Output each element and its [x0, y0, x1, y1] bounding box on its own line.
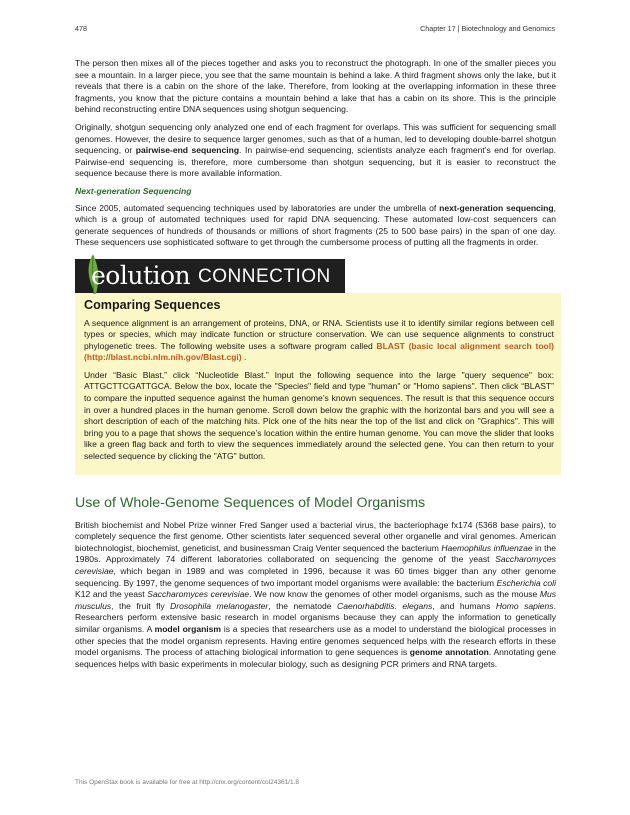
box-paragraph-2: Under “Basic Blast,” click “Nucleotide Blast.” Input the following sequence into the large "query sequence" box: ATTGCTTCGATTGCA. Below the box, locate the "Species" field and type "human" or "Homo sapiens". Then click “BLAST” to compare the inputted sequence against the human genome’s known sequences. The result is that this sequence occurs in over a hundred places in the human genome. Scroll down below the graphic with the horizontal bars and you will see a short description of each of the matching hits. Pick one of the hits near the top of the list and click on "Graphics". This will bring you to a page that shows the sequence’s location within the entire human genome. You can move the slider that looks like a green flag back and forth to view the sequences immediately around the selected gene. You can then return to your selected sequence by clicking the "ATG" button. [84, 369, 554, 462]
species-name: Escherichia coli [496, 577, 556, 588]
species-name: Drosophila melanogaster [170, 600, 269, 611]
page-number: 478 [75, 24, 87, 33]
banner-evolution-word [91, 260, 190, 292]
text-run: . Annotating gene sequences helps with basic experiments in molecular biology, such as designing PCR primers and RNA targets. [75, 647, 556, 669]
chapter-title: Chapter 17 | Biotechnology and Genomics [420, 24, 555, 33]
page-footer: This OpenStax book is available for free at http://cnx.org/content/col24361/1.8 [75, 779, 300, 786]
ngs-paragraph [75, 203, 556, 249]
page-content [75, 58, 556, 676]
species-name: Caenorhabditis. elegans [337, 600, 433, 611]
text-run: K12 and the yeast [75, 589, 148, 600]
evolution-connection-banner [75, 259, 345, 293]
text-run: . In pairwise-end sequencing, scientists analyze each fragment’s end for overlap. Pairwise-end sequencing is, therefore, more cumbersome than shotgun sequencing, but it is easier to reconstruct the sequence because there is more available information. [75, 145, 556, 179]
text-run: , which began in 1989 and was completed in 1996, because it was 60 times bigger than any other genome sequencing. By 1997, the genome sequences of two important model organisms were available: the bacterium [75, 566, 556, 588]
text-run: is a species that researchers use as a model to understand the biological processes in other species that the model organism represents. Having entire genomes sequenced helps with the research efforts in these model organisms. The process of attaching biological information to gene sequences is [75, 623, 557, 658]
text-run: . Researchers perform extensive basic research in model organisms because they can apply the information to genetically similar organisms. A [75, 600, 556, 634]
text-run: , and humans [432, 600, 496, 611]
model-organisms-paragraph [75, 520, 556, 671]
text-run: British biochemist and Nobel Prize winner Fred Sanger used a bacterial virus, the bacteriophage fx174 (5368 base pairs), to completely sequence the first genome. Other scientists later sequenced several other organelle and viral genomes. American biotechnologist, biochemist, geneticist, and businessman Craig Venter sequenced the bacterium [75, 519, 556, 553]
text-run: . [241, 352, 247, 363]
text-run: . We now know the genomes of other model organisms, such as the mouse [249, 589, 540, 600]
page-header [75, 24, 555, 36]
banner-connection-word: CONNECTION [198, 265, 331, 287]
species-name: Homo sapiens [495, 600, 554, 611]
key-term-genome-annotation: genome annotation [409, 647, 489, 658]
key-term-pairwise-end-sequencing: pairwise-end sequencing [135, 145, 240, 156]
species-name: Haemophilus influenzae [441, 542, 533, 553]
text-run: Since 2005, automated sequencing techniques used by laboratories are under the umbrella of [75, 202, 440, 213]
text-run: Originally, shotgun sequencing only analyzed one end of each fragment for overlaps. This was sufficient for sequencing small genomes. However, the desire to sequence larger genomes, such as that of a human, led to developing double-barrel shotgun sequencing, or [75, 121, 556, 156]
banner-e: e [91, 260, 106, 290]
species-name: Saccharomyces cerevisiae [75, 554, 556, 576]
evolution-connection-box [75, 293, 561, 475]
key-term-model-organism: model organism [154, 623, 222, 634]
species-name: Mus musculus [75, 589, 557, 611]
text-run: A sequence alignment is an arrangement of proteins, DNA, or RNA. Scientists use it to identify similar regions between cell types or species, which may indicate function or structure conservation. We can use sequence alignments to construct phylogenetic trees. The following website uses a software program called [84, 317, 554, 351]
text-run: , the fruit fly [111, 600, 171, 611]
intro-paragraph-1: The person then mixes all of the pieces together and asks you to reconstruct the photograph. In one of the smaller pieces you see a mountain. In a larger piece, you see that the same mountain is behind a lake. A third fragment shows only the lake, but it reveals that there is a cabin on the shore of the lake. Therefore, from looking at the overlapping information in these three fragments, you know that the picture contains a mountain behind a lake that has a cabin on its shore. This is the principle behind reconstructing entire DNA sequences using shotgun sequencing. [75, 58, 556, 115]
box-paragraph-1 [84, 318, 554, 364]
blast-link[interactable]: BLAST (basic local alignment search tool) (http://blast.ncbi.nlm.nih.gov/Blast.cgi) [84, 340, 554, 363]
banner-olution: olution [105, 260, 191, 290]
text-run: in the 1980s. Approximately 74 different laboratories collaborated on sequencing the genome of the yeast [75, 542, 556, 565]
section-heading-model-organisms: Use of Whole-Genome Sequences of Model Organisms [75, 494, 426, 511]
box-title: Comparing Sequences [84, 297, 221, 312]
intro-paragraph-2 [75, 122, 556, 180]
text-run: , the nematode [268, 600, 338, 611]
key-term-next-generation-sequencing: next-generation sequencing [439, 202, 554, 213]
species-name: Saccharomyces cerevisiae [147, 589, 250, 600]
text-run: , which is a group of automated techniques used for rapid DNA sequencing. These automated low-cost sequencers can generate sequences of hundreds of thousands or millions of short fragments (25 to 500 base pairs) in the span of one day. These sequencers use sophisticated software to get through the cumbersome process of putting all the fragments in order. [75, 202, 556, 248]
subheading-next-generation-sequencing: Next-generation Sequencing [75, 185, 192, 196]
